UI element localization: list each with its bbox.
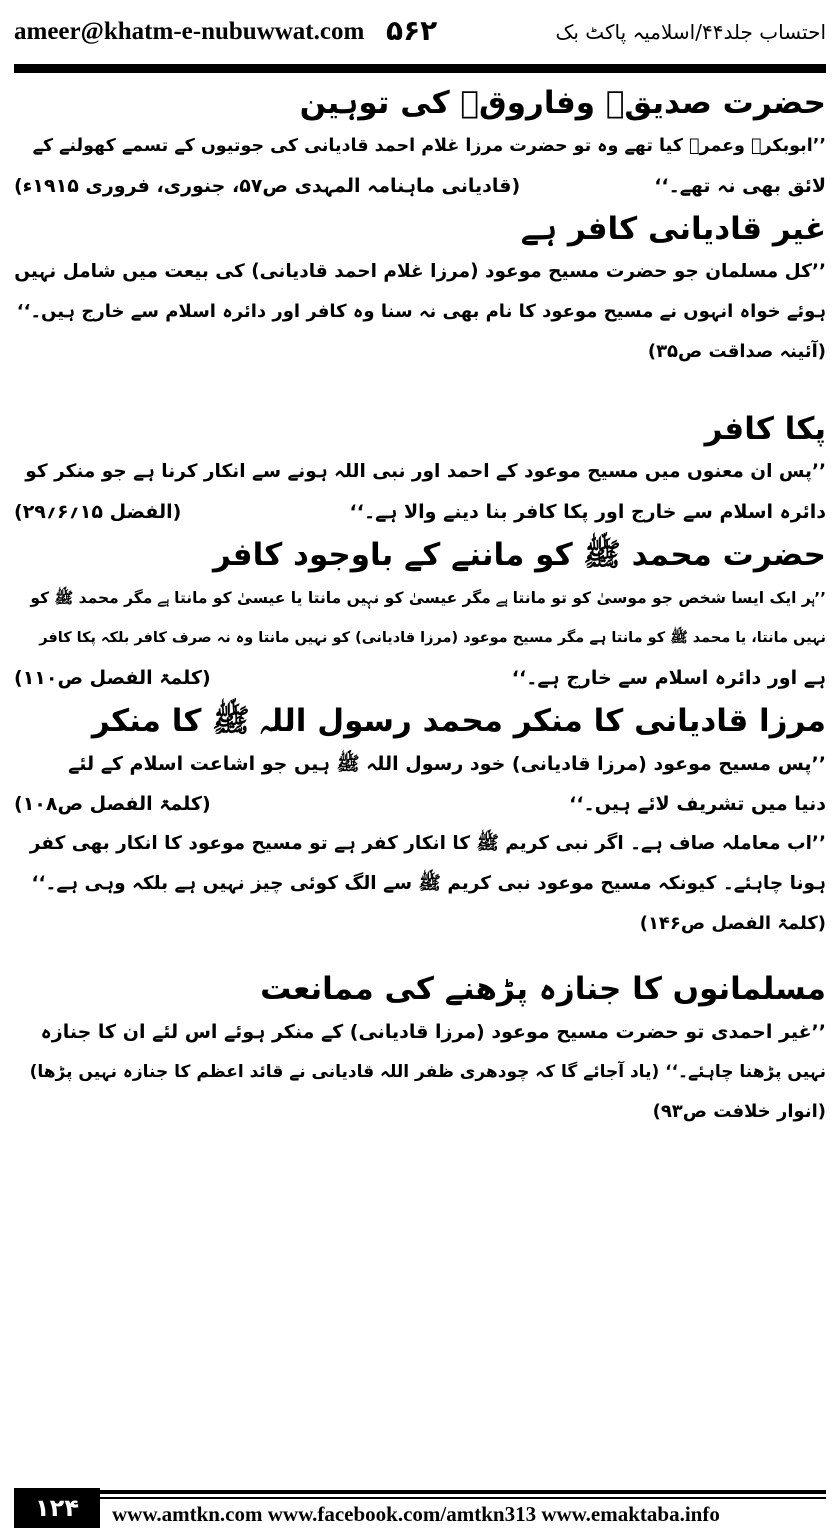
quote-line-with-reference	[14, 658, 826, 698]
page-header	[14, 12, 826, 58]
footer-rule-thin	[100, 1497, 826, 1499]
section-heading: حضرت صدیقؓ وفاروقؓ کی توہین	[299, 85, 826, 121]
quote-line: ہے اور دائرہ اسلام سے خارج ہے۔‘‘	[511, 667, 826, 689]
section-heading: حضرت محمد ﷺ کو ماننے کے باوجود کافر	[213, 537, 826, 573]
quote-line: لائق بھی نہ تھے۔‘‘	[654, 175, 826, 197]
section-heading: غیر قادیانی کافر ہے	[520, 211, 826, 247]
quote-line: ’’کل مسلمان جو حضرت مسیح موعود (مرزا غلام احمد قادیانی) کی بیعت میں شامل نہیں	[14, 261, 826, 282]
quote-line: دائرہ اسلام سے خارج اور پکا کافر بنا دینے والا ہے۔‘‘	[349, 501, 826, 523]
reference: (انوار خلافت ص۹۳)	[652, 1101, 826, 1122]
reference: (قادیانی ماہنامہ المہدی ص۵۷، جنوری، فروری ۱۹۱۵ء)	[14, 175, 521, 197]
reference: (آئینہ صداقت ص۳۵)	[647, 341, 826, 362]
section-gap	[14, 372, 826, 406]
reference: (کلمۃ الفصل ص۱۱۰)	[14, 667, 211, 689]
quote-line-with-reference	[14, 784, 826, 824]
quote-line: دنیا میں تشریف لائے ہیں۔‘‘	[569, 793, 826, 815]
header-rule	[14, 64, 826, 73]
quote-line: ’’اب معاملہ صاف ہے۔ اگر نبی کریم ﷺ کا انکار کفر ہے تو مسیح موعود کا انکار بھی کفر	[29, 833, 826, 854]
section-heading: مسلمانوں کا جنازہ پڑھنے کی ممانعت	[260, 971, 826, 1007]
section-gap	[14, 944, 826, 966]
header-book-title: احتساب جلد۴۴/اسلامیہ پاکٹ بک	[555, 20, 826, 44]
header-email: ameer@khatm-e-nubuwwat.com	[14, 18, 365, 45]
reference: (الفضل ۱۵؍۶؍۲۹)	[14, 501, 182, 523]
quote-line: ہوئے خواہ انہوں نے مسیح موعود کا نام بھی نہ سنا وہ کافر اور دائرہ اسلام سے خارج ہیں۔‘‘	[16, 301, 826, 322]
page-content	[14, 80, 826, 1132]
quote-line: ہونا چاہئے۔ کیونکہ مسیح موعود نبی کریم ﷺ سے الگ کوئی چیز نہیں ہے بلکہ وہی ہے۔‘‘	[31, 873, 826, 894]
section-heading: پکا کافر	[704, 411, 826, 447]
reference: (کلمۃ الفصل ص۱۴۶)	[639, 913, 826, 934]
quote-line-with-reference	[14, 166, 826, 206]
reference: (کلمۃ الفصل ص۱۰۸)	[14, 793, 211, 815]
page-footer	[14, 1488, 826, 1528]
header-page-number: ۵۶۲	[386, 14, 438, 47]
quote-line: ’’غیر احمدی تو حضرت مسیح موعود (مرزا قادیانی) کے منکر ہوئے اس لئے ان کا جنازہ	[40, 1021, 826, 1043]
quote-line: نہیں مانتا، یا محمد ﷺ کو مانتا ہے مگر مسیح موعود (مرزا قادیانی) کو نہیں مانتا وہ نہ صرف کافر بلکہ پکا کافر	[39, 630, 826, 646]
quote-line: ’’ابوبکرؓ وعمرؓ کیا تھے وہ تو حضرت مرزا غلام احمد قادیانی کی جوتیوں کے تسمے کھولنے کے	[32, 136, 826, 156]
quote-line: ’’ہر ایک ایسا شخص جو موسیٰ کو تو مانتا ہے مگر عیسیٰ کو نہیں مانتا یا عیسیٰ کو مانتا ہے مگر محمد ﷺ کو	[30, 589, 826, 607]
quote-line: ’’پس مسیح موعود (مرزا قادیانی) خود رسول اللہ ﷺ ہیں جو اشاعت اسلام کے لئے	[68, 753, 826, 775]
quote-line-with-reference	[14, 492, 826, 532]
section-heading: مرزا قادیانی کا منکر محمد رسول اللہ ﷺ کا منکر	[91, 703, 826, 739]
footer-links: www.amtkn.com www.facebook.com/amtkn313 www.emaktaba.info	[112, 1502, 720, 1526]
footer-rule	[100, 1490, 826, 1494]
quote-line: ’’پس ان معنوں میں مسیح موعود کے احمد اور نبی اللہ ہونے سے انکار کرنا ہے جو منکر کو	[25, 461, 826, 482]
footer-page-number: ۱۲۴	[14, 1488, 100, 1528]
quote-line: نہیں پڑھنا چاہئے۔‘‘ (یاد آجائے گا کہ چودھری ظفر اللہ قادیانی نے قائد اعظم کا جنازہ نہیں پڑھا)	[29, 1062, 826, 1082]
